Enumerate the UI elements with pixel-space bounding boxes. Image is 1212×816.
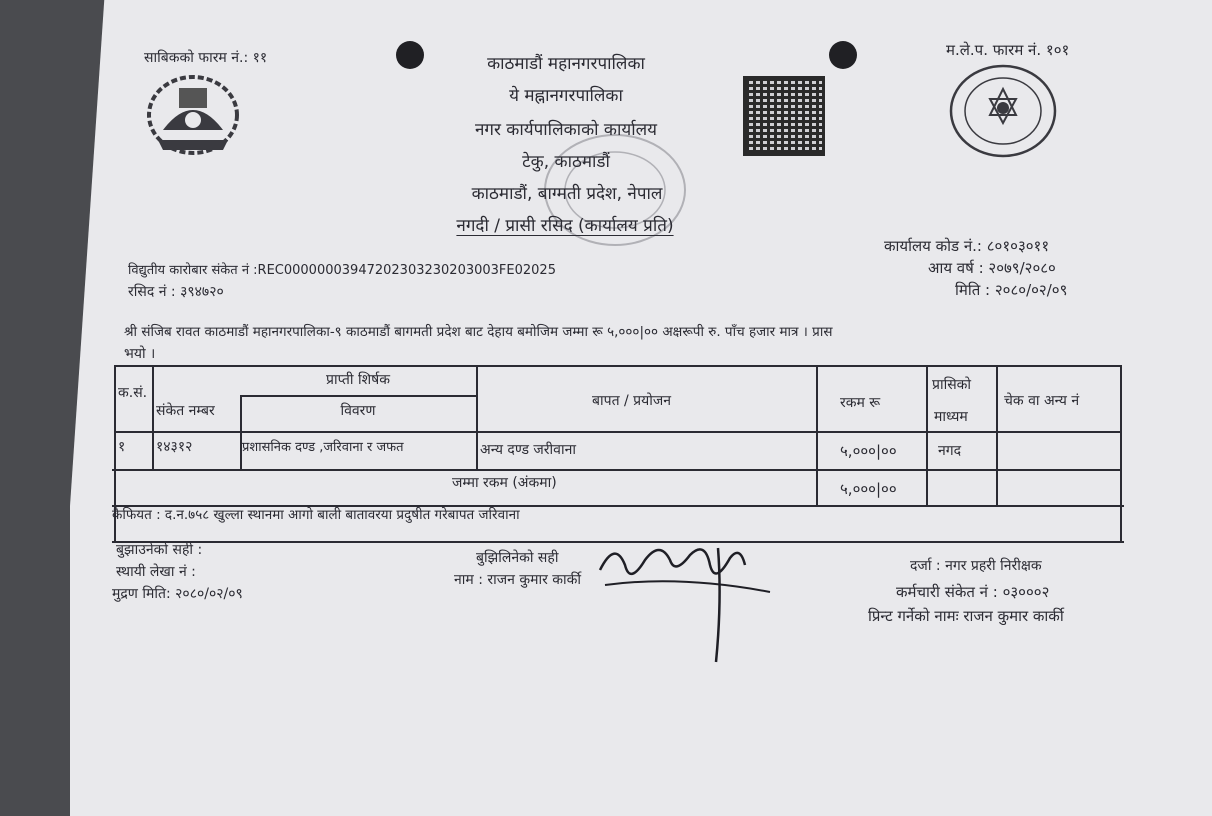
payer-signature-label: बुझाउनेको सही : [116,542,203,558]
office-code: कार्यालय कोड नं.: ८०१०३०११ [884,237,1050,255]
receipt-date: मिति : २०८०/०२/०९ [955,281,1068,299]
audit-form-number: म.ले.प. फारम नं. १०१ [946,41,1070,59]
row-medium: नगद [938,443,962,459]
row-desc: प्रशासनिक दण्ड ,जरिवाना र जफत [242,440,404,455]
municipality-subtitle: ये मह्नानगरपालिका [509,86,623,106]
print-date: मुद्रण मिति: २०८०/०२/०९ [112,586,243,602]
qr-code-icon [743,76,825,156]
remarks: कैफियत : द.न.७५८ खुल्ला स्थानमा आगो बाली बातावरया प्रदुषीत गरेबापत जरिवाना [112,507,520,523]
col-sn-header: क.सं. [118,385,148,401]
punch-hole-right [829,41,857,69]
printer-name: प्रिन्ट गर्नेको नामः राजन कुमार कार्की [868,607,1064,625]
permanent-account-number: स्थायी लेखा नं : [116,564,196,580]
row-amount: ५,०००|०० [840,442,897,460]
office-location: टेकु, काठमाडौं [522,152,610,172]
row-code: १४३१२ [156,439,193,455]
transaction-code: विद्युतीय कारोबार संकेत नं :REC00000003947202303230203003FE02025 [128,263,556,278]
col-purpose-header: बापत / प्रयोजन [592,393,672,409]
col-heading-header: प्राप्ती शिर्षक [326,372,390,388]
employee-code: कर्मचारी संकेत नं : ०३०००२ [896,583,1050,601]
col-code-header: संकेत नम्बर [156,403,215,419]
receipt-table [112,365,1124,543]
total-amount: ५,०००|०० [840,480,897,498]
punch-hole-left [396,41,424,69]
row-purpose: अन्य दण्ड जरीवाना [480,442,576,458]
metropolitan-seal-icon [948,63,1058,159]
fiscal-year: आय वर्ष : २०७९/२०८० [928,259,1056,277]
row-sn: १ [118,439,126,455]
col-medium-header-1: प्रासिको [932,377,972,393]
receiver-signature-label: बुझिलिनेको सही [476,550,559,566]
receipt-title: नगदी / प्रासी रसिद (कार्यालय प्रति) [456,216,674,236]
old-form-number: साबिकको फारम नं.: ११ [144,50,268,66]
receiver-name: नाम : राजन कुमार कार्की [454,572,582,588]
office-name: नगर कार्यपालिकाको कार्यालय [474,120,658,140]
col-cheque-header: चेक वा अन्य नं [1004,393,1080,409]
receipt-number: रसिद नं : ३९४७२० [128,284,224,300]
col-amount-header: रकम रू [840,395,881,411]
col-medium-header-2: माध्यम [934,409,968,425]
officer-rank: दर्जा : नगर प्रहरी निरीक्षक [910,558,1042,574]
statement-line-1: श्री संजिब रावत काठमाडौं महानगरपालिका-९ काठमाडौं बागमती प्रदेश बाट देहाय बमोजिम जम्मा रू ५,०००|०० अक्षरूपी रु. पाँच हजार मात्र । प्रास [124,324,833,340]
statement-line-2: भयो । [124,346,156,362]
nepal-emblem-icon [143,70,243,160]
office-address: काठमाडौं, बाग्मती प्रदेश, नेपाल [471,184,663,204]
col-desc-header: विवरण [340,403,376,419]
municipality-name: काठमाडौं महानगरपालिका [487,54,645,74]
signature-icon [590,530,780,670]
total-label: जम्मा रकम (अंकमा) [452,475,557,491]
